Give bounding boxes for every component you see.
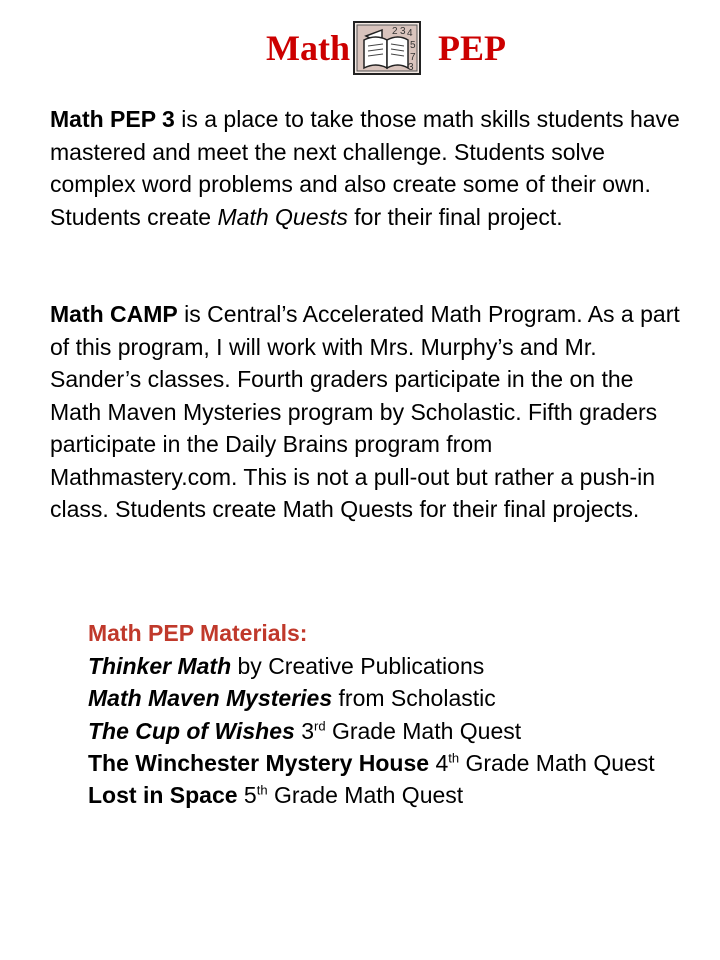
material-grade: 4 bbox=[429, 750, 449, 776]
math-camp-text: is Central’s Accelerated Math Program. As a part of this program, I will work with Mrs. Murphy’s and Mr. Sander’s classes. Fourth graders participate in the on the Math Maven Mysteries program by Scholastic. Fifth graders participate in the Daily Brains program from Mathmastery.com. This is not a pull-out but rather a push-in class. Students create Math Quests for their final projects. bbox=[50, 301, 680, 522]
math-pep-3-text: is a place to take those math skills students have mastered and meet the next challenge. Students solve complex word problems and also create some of their own. Students create bbox=[50, 106, 680, 230]
list-item bbox=[88, 650, 688, 683]
list-item bbox=[88, 779, 688, 812]
grade-suffix: th bbox=[448, 750, 460, 766]
math-pep-3-paragraph bbox=[50, 103, 680, 233]
material-title: Thinker Math bbox=[88, 652, 232, 679]
material-title: The Winchester Mystery House bbox=[88, 750, 430, 776]
math-pep-3-text-end: for their final project. bbox=[347, 203, 563, 230]
materials-list bbox=[88, 617, 688, 812]
svg-text:7: 7 bbox=[410, 52, 416, 63]
material-description: Grade Math Quest bbox=[267, 782, 464, 808]
material-description: Grade Math Quest bbox=[459, 750, 655, 776]
list-item bbox=[88, 747, 688, 779]
materials-heading: Math PEP Materials: bbox=[88, 620, 308, 646]
list-item bbox=[88, 682, 688, 715]
svg-text:3: 3 bbox=[400, 26, 406, 37]
material-title: Math Maven Mysteries bbox=[88, 685, 333, 711]
material-description: by Creative Publications bbox=[231, 652, 485, 679]
svg-text:2: 2 bbox=[392, 26, 398, 37]
title-word-pep: PEP bbox=[438, 28, 506, 68]
svg-text:5: 5 bbox=[410, 40, 416, 51]
list-item bbox=[88, 715, 688, 748]
svg-text:3: 3 bbox=[408, 62, 414, 73]
material-grade: 3 bbox=[294, 717, 314, 744]
material-title: The Cup of Wishes bbox=[88, 717, 295, 744]
material-title: Lost in Space bbox=[88, 782, 238, 808]
math-camp-paragraph bbox=[50, 298, 680, 526]
open-book-with-numbers-icon bbox=[352, 20, 422, 76]
material-description: from Scholastic bbox=[332, 685, 496, 711]
svg-text:4: 4 bbox=[407, 28, 413, 39]
material-grade: 5 bbox=[237, 782, 257, 808]
math-quests-emphasis: Math Quests bbox=[217, 203, 348, 230]
math-pep-3-name: Math PEP 3 bbox=[50, 106, 175, 132]
grade-suffix: rd bbox=[314, 717, 326, 733]
math-camp-name: Math CAMP bbox=[50, 301, 178, 327]
material-description: Grade Math Quest bbox=[325, 717, 522, 744]
grade-suffix: th bbox=[256, 782, 268, 798]
title-word-math: Math bbox=[266, 28, 350, 68]
page-title bbox=[0, 20, 720, 80]
